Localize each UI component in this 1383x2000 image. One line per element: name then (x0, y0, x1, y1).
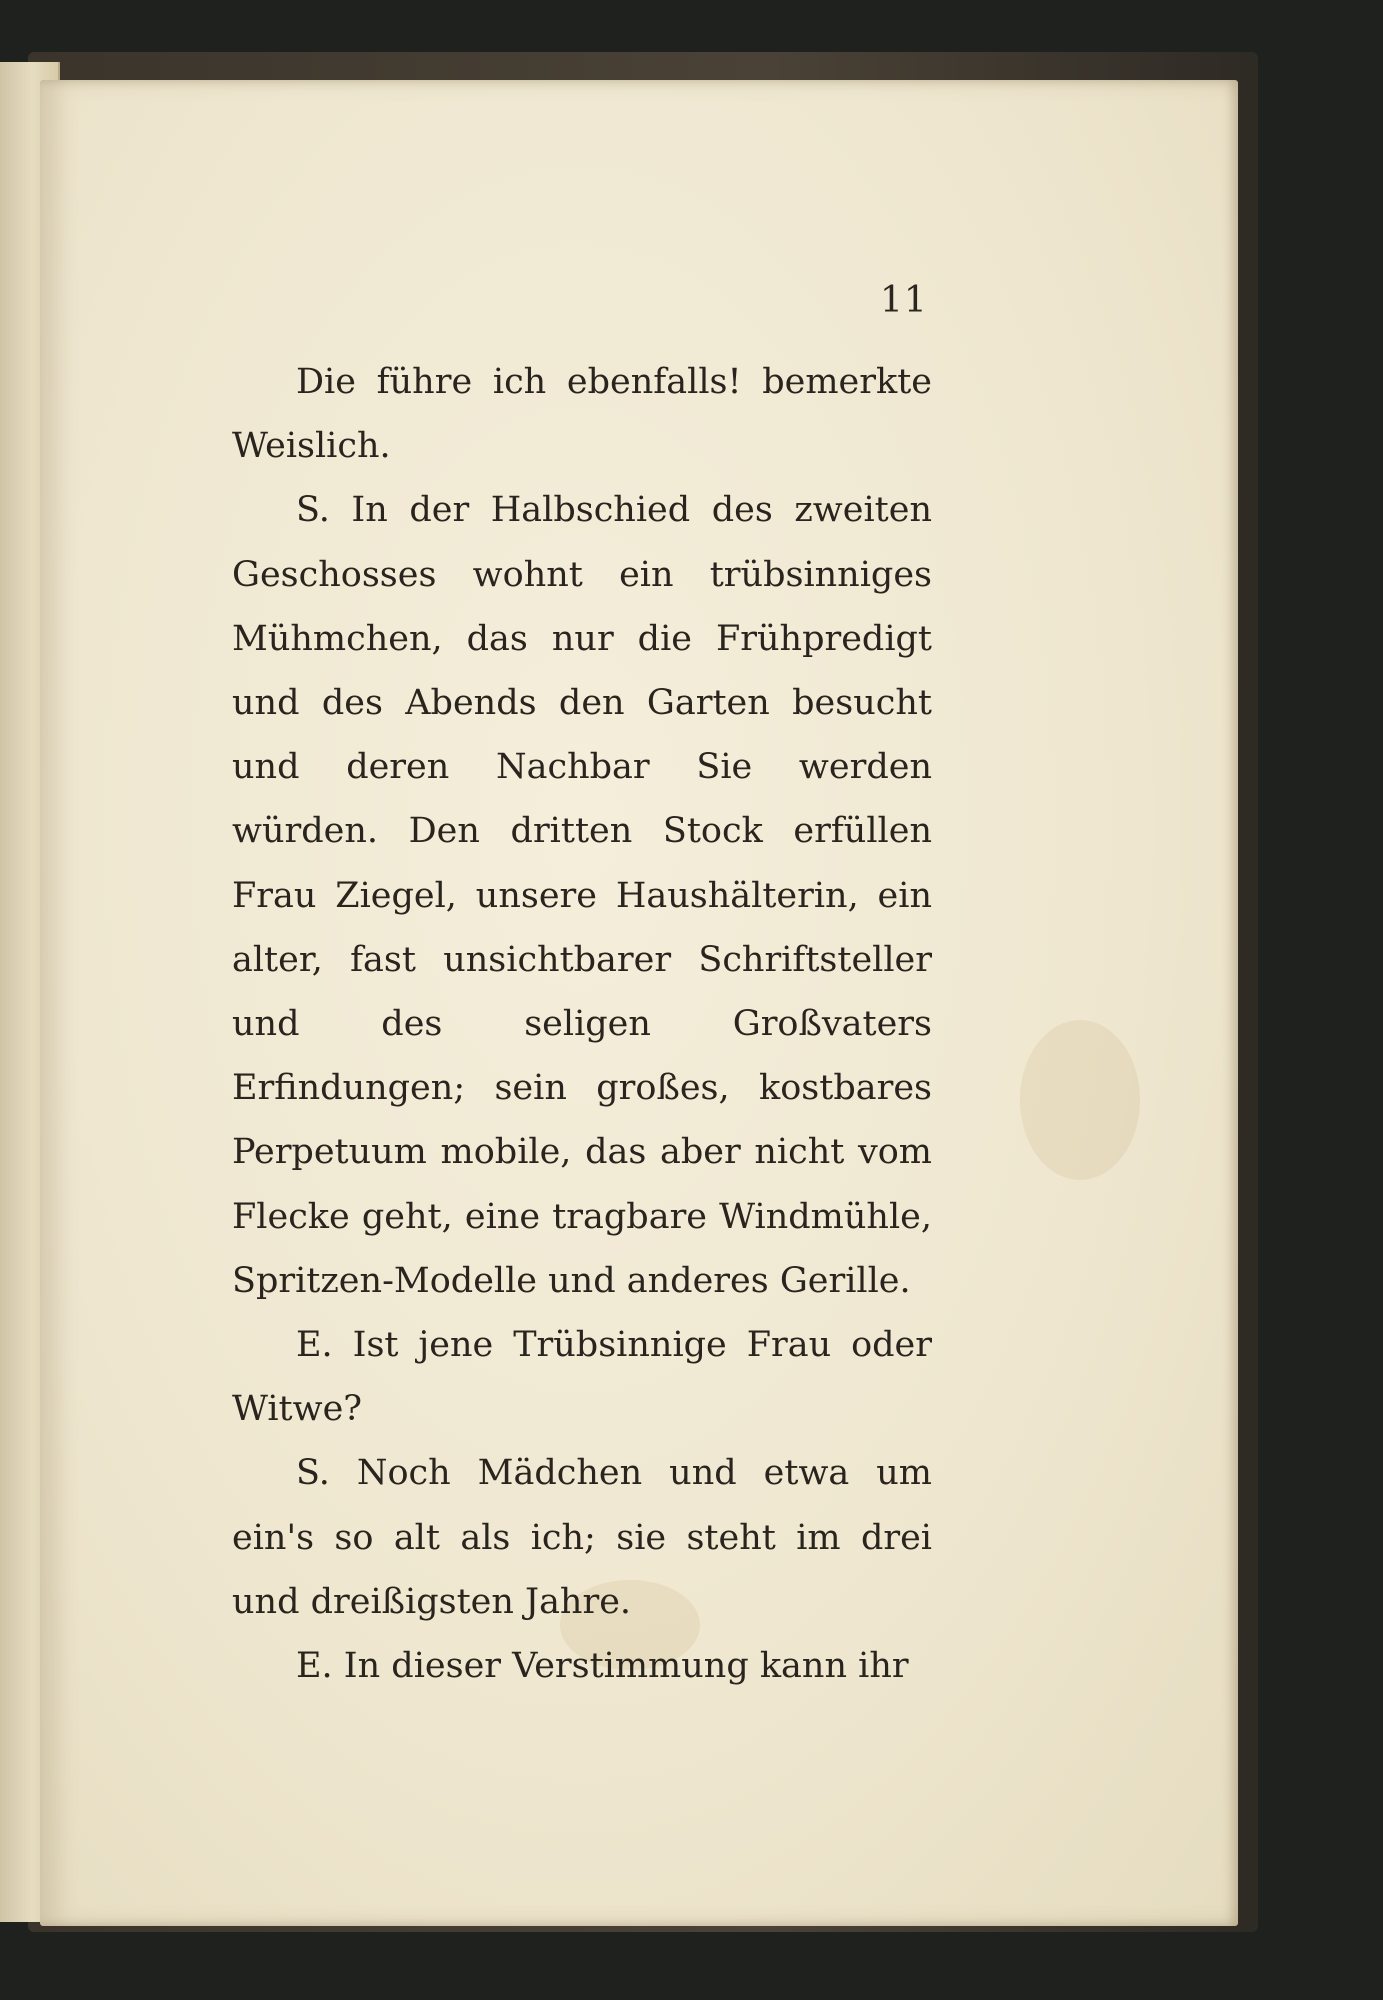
paragraph: S. In der Halbschied des zweiten Geschosses wohnt ein trübsinniges Mühmchen, das nur die Frühpredigt und des Abends den Garten besucht und deren Nachbar Sie werden würden. Den dritten Stock erfüllen Frau Ziegel, unsere Haushälterin, ein alter, fast unsichtbarer Schriftsteller und des seligen Großvaters Erfindungen; sein großes, kostbares Perpetuum mobile, das aber nicht vom Flecke geht, eine tragbare Windmühle, Spritzen-Modelle und anderes Gerille. (232, 490, 932, 1301)
paragraph: Die führe ich ebenfalls! bemerkte Weislich. (232, 362, 932, 467)
page-number: 11 (880, 280, 928, 321)
paragraph: S. Noch Mädchen und etwa um ein's so alt als ich; sie steht im drei und dreißigsten Jahre. (232, 1453, 932, 1622)
page-text (232, 350, 932, 1698)
paragraph: E. In dieser Verstimmung kann ihr (296, 1646, 909, 1687)
paper-stain (1020, 1020, 1140, 1180)
paragraph: E. Ist jene Trübsinnige Frau oder Witwe? (232, 1325, 932, 1430)
